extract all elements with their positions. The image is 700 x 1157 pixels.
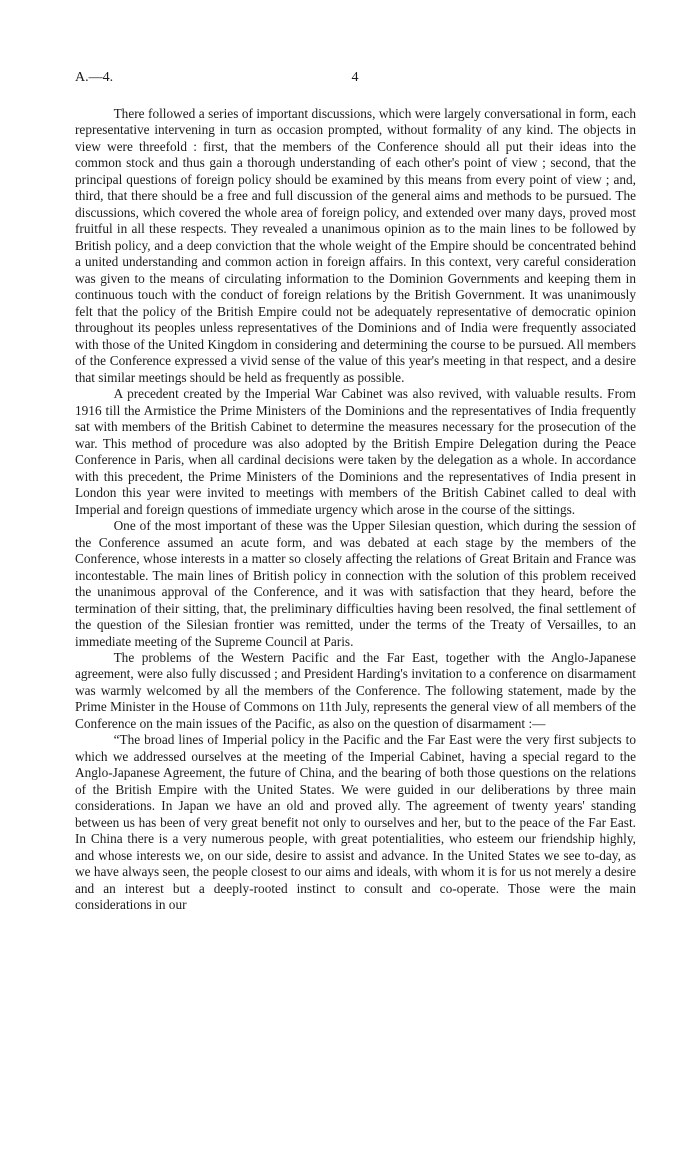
- page-number: 4: [351, 70, 359, 85]
- paragraph-prime-minister-quote: “The broad lines of Imperial policy in the Pacific and the Far East were the very first subjects to which we addressed ourselves at the meeting of the Imperial Cabinet, having a special regard to the Anglo-Japanese Agreement, the future of China, and the bearing of both those questions on the relations of the British Empire with the United States. We were guided in our deliberations by three main considerations. In Japan we have an old and proved ally. The agreement of twenty years' standing between us has been of very great benefit not only to ourselves and her, but to the peace of the Far East. In China there is a very numerous people, with great potentialities, who esteem our friendship highly, and whose interests we, on our side, desire to assist and advance. In the United States we see to-day, as we have always seen, the people closest to our aims and ideals, with whom it is for us not merely a desire and an interest but a deeply-rooted instinct to consult and co-operate. Those were the main considerations in our: [75, 732, 636, 913]
- paragraph-pacific-problems: The problems of the Western Pacific and the Far East, together with the Anglo-Japanese agreement, were also fully discussed ; and President Harding's invitation to a conference on disarmament was warmly welcomed by all the members of the Conference. The following statement, made by the Prime Minister in the House of Commons on 11th July, represents the general view of all members of the Conference on the main issues of the Pacific, as also on the question of disarmament :—: [75, 649, 636, 731]
- document-body: [75, 106, 636, 914]
- page-header: [75, 70, 635, 90]
- paragraph-precedent: A precedent created by the Imperial War Cabinet was also revived, with valuable results. From 1916 till the Armistice the Prime Ministers of the Dominions and the representatives of India frequently sat with members of the British Cabinet to determine the measures necessary for the prosecution of the war. This method of procedure was also adopted by the British Empire Delegation during the Peace Conference in Paris, when all cardinal decisions were taken by the delegation as a whole. In accordance with this precedent, the Prime Ministers of the Dominions and the representatives of India present in London this year were invited to meetings with members of the British Cabinet called to deal with Imperial and foreign questions of immediate urgency which arose in the course of the sittings.: [75, 386, 636, 517]
- paragraph-upper-silesia: One of the most important of these was the Upper Silesian question, which during the session of the Conference assumed an acute form, and was debated at each stage by the members of the Conference, whose interests in a matter so closely affecting the relations of Great Britain and France was incontestable. The main lines of British policy in connection with the solution of this problem received the unanimous approval of the Conference, and it was with satisfaction that they heard, before the termination of their sitting, that, the preliminary difficulties having been resolved, the final settlement of the question of the Silesian frontier was remitted, under the terms of the Treaty of Versailles, to an immediate meeting of the Supreme Council at Paris.: [75, 518, 636, 649]
- document-reference: A.—4.: [75, 70, 114, 85]
- paragraph-discussions: There followed a series of important discussions, which were largely conversational in form, each representative intervening in turn as occasion prompted, without formality of any kind. The objects in view were threefold : first, that the members of the Conference should all put their ideas into the common stock and thus gain a thorough understanding of each other's point of view ; second, that the principal questions of foreign policy should be examined by this means from every point of view ; and, third, that there should be a free and full discussion of the general aims and methods to be pursued. The discussions, which covered the whole area of foreign policy, and extended over many days, proved most fruitful in all these respects. They revealed a unanimous opinion as to the main lines to be followed by British policy, and a deep conviction that the whole weight of the Empire should be concentrated behind a united understanding and common action in foreign affairs. In this context, very careful consideration was given to the means of circulating information to the Dominion Governments and keeping them in continuous touch with the conduct of foreign relations by the British Government. It was unanimously felt that the policy of the British Empire could not be adequately representative of democratic opinion throughout its peoples unless representatives of the Dominions and of India were frequently associated with those of the United Kingdom in considering and determining the course to be pursued. All members of the Conference expressed a vivid sense of the value of this year's meeting in that respect, and a desire that similar meetings should be held as frequently as possible.: [75, 106, 636, 385]
